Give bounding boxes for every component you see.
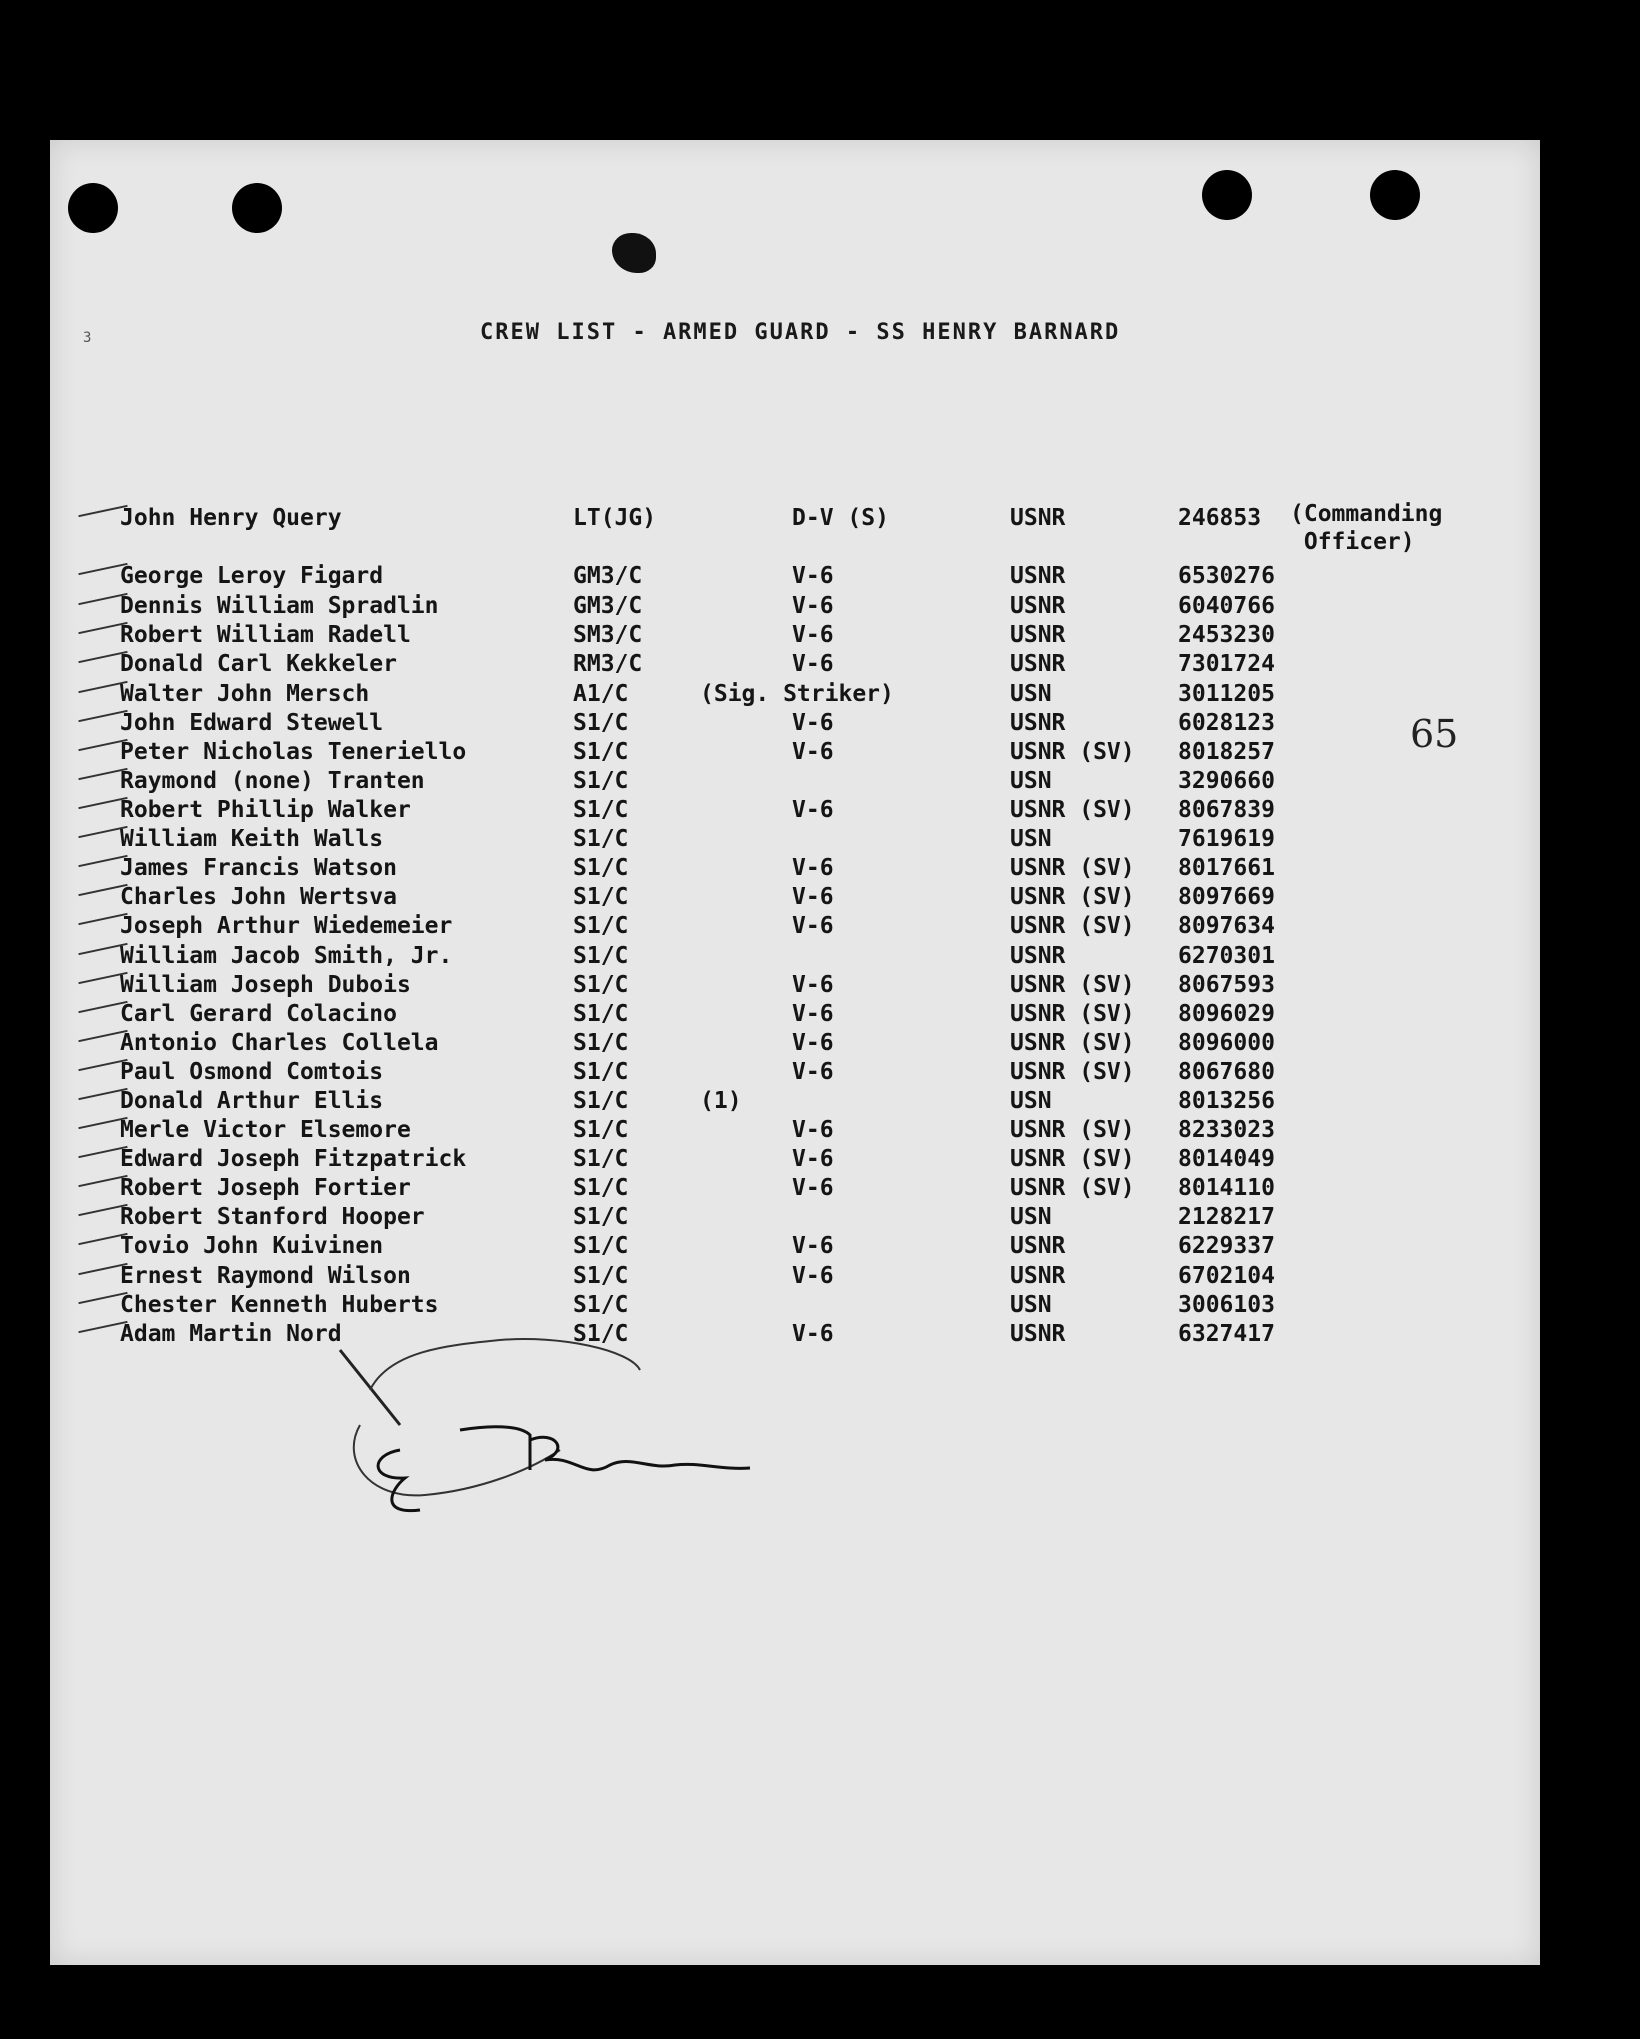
crew-service: USN (1010, 1088, 1052, 1114)
crew-rate: S1/C (573, 768, 629, 794)
crew-service: USNR (SV) (1010, 1146, 1135, 1172)
crew-rate: S1/C (573, 710, 629, 736)
crew-service: USNR (1010, 505, 1066, 531)
crew-service-number: 3011205 (1178, 681, 1275, 707)
crew-class: V-6 (792, 913, 834, 939)
crew-rate: S1/C (573, 1233, 629, 1259)
crew-service: USNR (SV) (1010, 1175, 1135, 1201)
crew-name: Charles John Wertsva (120, 884, 397, 910)
crew-service: USN (1010, 1292, 1052, 1318)
crew-class: V-6 (792, 797, 834, 823)
commanding-officer-remark: (Commanding Officer) (1290, 501, 1443, 555)
crew-name: Ernest Raymond Wilson (120, 1263, 411, 1289)
crew-service: USN (1010, 826, 1052, 852)
crew-name: George Leroy Figard (120, 563, 384, 589)
crew-class: (1) (700, 1088, 742, 1114)
crew-service: USNR (1010, 710, 1066, 736)
crew-class: V-6 (792, 651, 834, 677)
crew-name: Antonio Charles Collela (120, 1030, 439, 1056)
crew-name: Tovio John Kuivinen (120, 1233, 384, 1259)
crew-name: Walter John Mersch (120, 681, 370, 707)
crew-service-number: 8233023 (1178, 1117, 1275, 1143)
crew-service: USNR (1010, 651, 1066, 677)
document-title: CREW LIST - ARMED GUARD - SS HENRY BARNARD (480, 320, 1121, 345)
handwritten-signature (330, 1330, 770, 1530)
crew-class: V-6 (792, 884, 834, 910)
crew-service: USNR (SV) (1010, 1117, 1135, 1143)
crew-service-number: 6270301 (1178, 943, 1275, 969)
crew-class: V-6 (792, 622, 834, 648)
crew-name: Merle Victor Elsemore (120, 1117, 411, 1143)
crew-class: V-6 (792, 1030, 834, 1056)
crew-service: USNR (1010, 1233, 1066, 1259)
crew-service: USNR (SV) (1010, 1059, 1135, 1085)
crew-name: William Joseph Dubois (120, 972, 411, 998)
crew-service: USNR (1010, 622, 1066, 648)
crew-rate: S1/C (573, 972, 629, 998)
crew-name: William Keith Walls (120, 826, 384, 852)
crew-service: USNR (1010, 1263, 1066, 1289)
crew-service: USNR (SV) (1010, 913, 1135, 939)
crew-service: USNR (1010, 563, 1066, 589)
crew-class: D-V (S) (792, 505, 889, 531)
crew-name: John Edward Stewell (120, 710, 384, 736)
crew-name: Chester Kenneth Huberts (120, 1292, 439, 1318)
crew-service: USNR (SV) (1010, 884, 1135, 910)
crew-service-number: 3290660 (1178, 768, 1275, 794)
crew-service-number: 2128217 (1178, 1204, 1275, 1230)
crew-service-number: 2453230 (1178, 622, 1275, 648)
crew-name: Robert Phillip Walker (120, 797, 411, 823)
crew-name: Robert Joseph Fortier (120, 1175, 411, 1201)
crew-rate: S1/C (573, 1059, 629, 1085)
crew-class: V-6 (792, 1321, 834, 1347)
crew-rate: S1/C (573, 1117, 629, 1143)
crew-class: V-6 (792, 1233, 834, 1259)
crew-service-number: 8097669 (1178, 884, 1275, 910)
crew-service-number: 6327417 (1178, 1321, 1275, 1347)
crew-rate: A1/C (573, 681, 629, 707)
crew-service-number: 8067593 (1178, 972, 1275, 998)
crew-rate: GM3/C (573, 593, 643, 619)
crew-rate: S1/C (573, 1001, 629, 1027)
crew-rate: RM3/C (573, 651, 643, 677)
crew-name: Joseph Arthur Wiedemeier (120, 913, 453, 939)
crew-rate: S1/C (573, 1292, 629, 1318)
crew-class: V-6 (792, 972, 834, 998)
crew-service: USNR (SV) (1010, 1001, 1135, 1027)
crew-service-number: 8096029 (1178, 1001, 1275, 1027)
crew-service-number: 8017661 (1178, 855, 1275, 881)
crew-class: (Sig. Striker) (700, 681, 894, 707)
crew-name: Paul Osmond Comtois (120, 1059, 384, 1085)
crew-service-number: 6040766 (1178, 593, 1275, 619)
crew-service-number: 6229337 (1178, 1233, 1275, 1259)
crew-class: V-6 (792, 1263, 834, 1289)
crew-rate: S1/C (573, 855, 629, 881)
crew-rate: S1/C (573, 943, 629, 969)
crew-rate: S1/C (573, 1175, 629, 1201)
crew-service-number: 6028123 (1178, 710, 1275, 736)
crew-service: USNR (SV) (1010, 972, 1135, 998)
crew-rate: S1/C (573, 1263, 629, 1289)
crew-class: V-6 (792, 593, 834, 619)
crew-class: V-6 (792, 739, 834, 765)
crew-service: USNR (SV) (1010, 1030, 1135, 1056)
crew-rate: LT(JG) (573, 505, 657, 531)
crew-service-number: 8096000 (1178, 1030, 1275, 1056)
crew-class: V-6 (792, 1175, 834, 1201)
crew-name: Carl Gerard Colacino (120, 1001, 397, 1027)
crew-service: USNR (1010, 943, 1066, 969)
punch-hole (232, 183, 282, 233)
crew-class: V-6 (792, 1001, 834, 1027)
crew-service-number: 7301724 (1178, 651, 1275, 677)
crew-service-number: 246853 (1178, 505, 1262, 531)
crew-service-number: 8097634 (1178, 913, 1275, 939)
punch-hole (1202, 170, 1252, 220)
crew-name: James Francis Watson (120, 855, 397, 881)
crew-class: V-6 (792, 1117, 834, 1143)
crew-service: USNR (SV) (1010, 855, 1135, 881)
crew-name: Robert Stanford Hooper (120, 1204, 425, 1230)
crew-name: Donald Carl Kekkeler (120, 651, 397, 677)
crew-service-number: 8067680 (1178, 1059, 1275, 1085)
punch-hole (68, 183, 118, 233)
crew-name: John Henry Query (120, 505, 342, 531)
crew-service: USN (1010, 681, 1052, 707)
crew-service-number: 6530276 (1178, 563, 1275, 589)
crew-service-number: 8067839 (1178, 797, 1275, 823)
crew-class: V-6 (792, 855, 834, 881)
page-number: 65 (1410, 712, 1459, 756)
crew-class: V-6 (792, 710, 834, 736)
crew-service: USNR (1010, 1321, 1066, 1347)
crew-service: USNR (SV) (1010, 739, 1135, 765)
crew-rate: S1/C (573, 1204, 629, 1230)
crew-rate: S1/C (573, 826, 629, 852)
crew-service-number: 8018257 (1178, 739, 1275, 765)
crew-service-number: 6702104 (1178, 1263, 1275, 1289)
crew-rate: S1/C (573, 1030, 629, 1056)
punch-hole (1370, 170, 1420, 220)
crew-name: Adam Martin Nord (120, 1321, 342, 1347)
crew-name: Peter Nicholas Teneriello (120, 739, 467, 765)
crew-name: Raymond (none) Tranten (120, 768, 425, 794)
crew-rate: S1/C (573, 884, 629, 910)
crew-service: USN (1010, 1204, 1052, 1230)
crew-class: V-6 (792, 1059, 834, 1085)
crew-rate: S1/C (573, 1146, 629, 1172)
margin-mark: 3 (83, 330, 92, 346)
crew-service: USNR (1010, 593, 1066, 619)
crew-class: V-6 (792, 1146, 834, 1172)
crew-service-number: 8013256 (1178, 1088, 1275, 1114)
crew-rate: SM3/C (573, 622, 643, 648)
crew-rate: S1/C (573, 1088, 629, 1114)
crew-rate: S1/C (573, 913, 629, 939)
crew-service: USNR (SV) (1010, 797, 1135, 823)
crew-service: USN (1010, 768, 1052, 794)
crew-name: Edward Joseph Fitzpatrick (120, 1146, 467, 1172)
crew-rate: S1/C (573, 1321, 629, 1347)
crew-name: Robert William Radell (120, 622, 411, 648)
crew-service-number: 8014110 (1178, 1175, 1275, 1201)
crew-rate: S1/C (573, 797, 629, 823)
crew-rate: GM3/C (573, 563, 643, 589)
crew-name: Donald Arthur Ellis (120, 1088, 384, 1114)
crew-rate: S1/C (573, 739, 629, 765)
crew-class: V-6 (792, 563, 834, 589)
crew-service-number: 3006103 (1178, 1292, 1275, 1318)
crew-service-number: 8014049 (1178, 1146, 1275, 1172)
crew-service-number: 7619619 (1178, 826, 1275, 852)
crew-name: William Jacob Smith, Jr. (120, 943, 453, 969)
crew-name: Dennis William Spradlin (120, 593, 439, 619)
